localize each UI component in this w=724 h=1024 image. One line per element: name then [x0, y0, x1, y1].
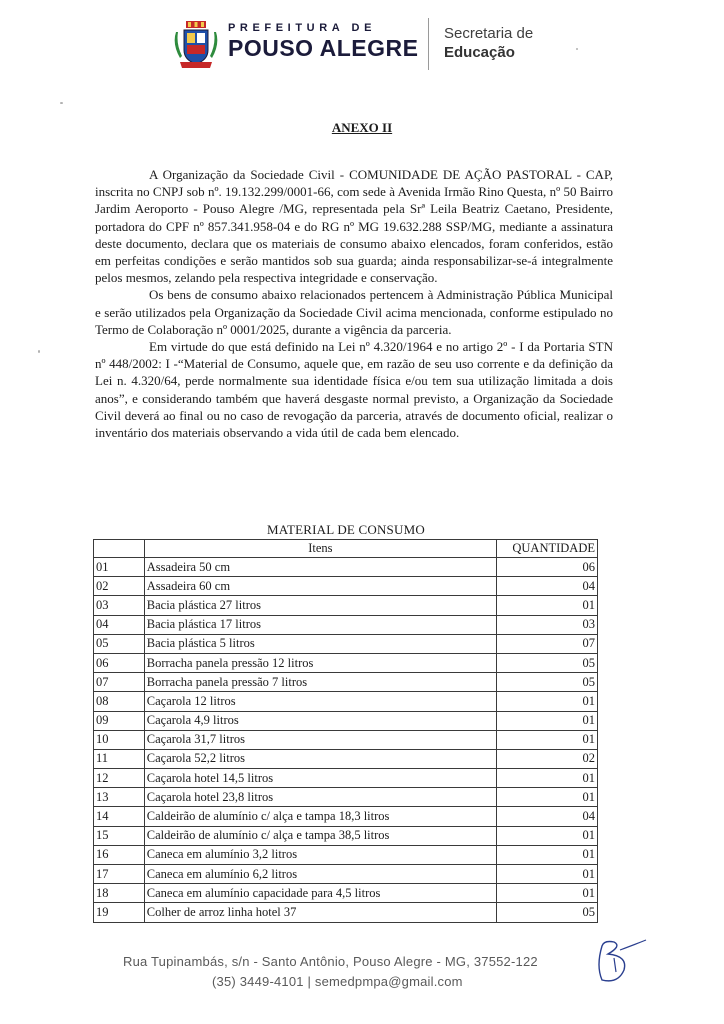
- table-row: [94, 903, 598, 922]
- table-row: [94, 673, 598, 692]
- cell-quantity: 01: [497, 711, 598, 730]
- paragraph-declaration: A Organização da Sociedade Civil - COMUNIDADE DE AÇÃO PASTORAL - CAP, inscrita no CNPJ sob nº. 19.132.299/0001-66, com sede à Avenida Irmão Rino Questa, nº 50 Bairro Jardim Aeroporto - Pouso Alegre /MG, representada pela Srª Leila Beatriz Caetano, Presidente, portadora do CPF nº 857.341.958-04 e do RG nº MG 19.632.288 SSP/MG, mediante a assinatura deste documento, declara que os materiais de consumo abaixo elencados, foram conferidos, estão em perfeitas condições e serão mantidos sob sua guarda; ainda responsabilizar-se-á integralmente pelos mesmos, zelando pela respectiva integridade e conservação.: [95, 167, 613, 286]
- cell-item: Caçarola 52,2 litros: [144, 749, 496, 768]
- secretaria: [444, 24, 533, 62]
- cell-num: 12: [94, 769, 145, 788]
- cell-quantity: 01: [497, 788, 598, 807]
- paragraph-ownership: Os bens de consumo abaixo relacionados pertencem à Administração Pública Municipal e serão utilizados pela Organização da Sociedade Civil acima mencionada, conforme estipulado no Termo de Colaboração nº 0001/2025, durante a vigência da parceria.: [95, 287, 613, 337]
- cell-item: Assadeira 50 cm: [144, 558, 496, 577]
- cell-quantity: 05: [497, 653, 598, 672]
- cell-num: 06: [94, 653, 145, 672]
- paragraph-legal: Em virtude do que está definido na Lei nº 4.320/1964 e no artigo 2º - I da Portaria STN nº 448/2002: I -“Material de Consumo, aquele que, em razão de seu uso corrente e da definição da Lei n. 4.320/64, perde normalmente sua identidade física e/ou tem sua utilização limitada a dois anos”, e considerando também que haverá desgaste normal previsto, a Organização da Sociedade Civil deverá ao final ou no caso de revogação da parceria, através de documento oficial, realizar o inventário dos materiais observando a vida útil de cada bem elencado.: [95, 339, 613, 441]
- cell-num: 08: [94, 692, 145, 711]
- cell-item: Caçarola hotel 23,8 litros: [144, 788, 496, 807]
- cell-item: Bacia plástica 5 litros: [144, 634, 496, 653]
- cell-item: Assadeira 60 cm: [144, 577, 496, 596]
- footer-address: Rua Tupinambás, s/n - Santo Antônio, Pouso Alegre - MG, 37552-122: [123, 954, 538, 969]
- cell-item: Colher de arroz linha hotel 37: [144, 903, 496, 922]
- table-row: [94, 884, 598, 903]
- table-row: [94, 730, 598, 749]
- letterhead: [170, 16, 570, 74]
- cell-num: 04: [94, 615, 145, 634]
- cell-item: Caçarola 31,7 litros: [144, 730, 496, 749]
- table-row: [94, 634, 598, 653]
- scan-speck: [576, 48, 578, 50]
- cell-quantity: 01: [497, 865, 598, 884]
- table-row: [94, 749, 598, 768]
- table-row: [94, 845, 598, 864]
- cell-item: Caçarola 4,9 litros: [144, 711, 496, 730]
- cell-item: Borracha panela pressão 7 litros: [144, 673, 496, 692]
- table-row: [94, 788, 598, 807]
- cell-num: 17: [94, 865, 145, 884]
- table-title: MATERIAL DE CONSUMO: [267, 522, 425, 537]
- cell-quantity: 02: [497, 749, 598, 768]
- table-row: [94, 769, 598, 788]
- cell-item: Caneca em alumínio capacidade para 4,5 litros: [144, 884, 496, 903]
- cell-quantity: 01: [497, 826, 598, 845]
- cell-num: 02: [94, 577, 145, 596]
- document-body: [95, 166, 613, 441]
- cell-item: Caneca em alumínio 3,2 litros: [144, 845, 496, 864]
- brand: [228, 22, 418, 61]
- cell-item: Caldeirão de alumínio c/ alça e tampa 38,5 litros: [144, 826, 496, 845]
- table-row: [94, 711, 598, 730]
- table-row: [94, 615, 598, 634]
- table-header-row: [94, 540, 598, 558]
- cell-num: 16: [94, 845, 145, 864]
- cell-num: 14: [94, 807, 145, 826]
- cell-num: 09: [94, 711, 145, 730]
- footer-contact: (35) 3449-4101 | semedpmpa@gmail.com: [212, 974, 463, 989]
- cell-quantity: 04: [497, 577, 598, 596]
- cell-num: 01: [94, 558, 145, 577]
- cell-quantity: 05: [497, 903, 598, 922]
- cell-num: 19: [94, 903, 145, 922]
- header-items: Itens: [144, 540, 496, 558]
- cell-num: 10: [94, 730, 145, 749]
- cell-quantity: 01: [497, 692, 598, 711]
- signature-initials: [588, 936, 648, 986]
- cell-quantity: 01: [497, 769, 598, 788]
- table-row: [94, 692, 598, 711]
- cell-item: Caçarola hotel 14,5 litros: [144, 769, 496, 788]
- table-body: [94, 558, 598, 923]
- cell-item: Caçarola 12 litros: [144, 692, 496, 711]
- cell-item: Bacia plástica 17 litros: [144, 615, 496, 634]
- scan-speck: [60, 102, 63, 104]
- document-title: ANEXO II: [331, 120, 393, 135]
- brand-name: POUSO ALEGRE: [228, 35, 419, 61]
- cell-item: Caneca em alumínio 6,2 litros: [144, 865, 496, 884]
- cell-quantity: 01: [497, 845, 598, 864]
- scan-speck: [38, 350, 40, 353]
- materials-table: [93, 539, 598, 923]
- cell-num: 13: [94, 788, 145, 807]
- cell-item: Borracha panela pressão 12 litros: [144, 653, 496, 672]
- secretaria-line1: Secretaria de: [444, 25, 534, 42]
- cell-quantity: 05: [497, 673, 598, 692]
- cell-num: 03: [94, 596, 145, 615]
- cell-quantity: 01: [497, 730, 598, 749]
- table-row: [94, 577, 598, 596]
- cell-quantity: 01: [497, 596, 598, 615]
- table-row: [94, 865, 598, 884]
- cell-num: 11: [94, 749, 145, 768]
- coat-of-arms-icon: [174, 20, 218, 72]
- cell-quantity: 01: [497, 884, 598, 903]
- table-row: [94, 807, 598, 826]
- table-row: [94, 826, 598, 845]
- cell-num: 05: [94, 634, 145, 653]
- cell-num: 07: [94, 673, 145, 692]
- table-row: [94, 596, 598, 615]
- cell-item: Caldeirão de alumínio c/ alça e tampa 18,3 litros: [144, 807, 496, 826]
- cell-item: Bacia plástica 27 litros: [144, 596, 496, 615]
- header-divider: [428, 18, 429, 70]
- cell-quantity: 03: [497, 615, 598, 634]
- table-row: [94, 653, 598, 672]
- header-quantity: QUANTIDADE: [497, 540, 598, 558]
- cell-num: 15: [94, 826, 145, 845]
- cell-quantity: 04: [497, 807, 598, 826]
- table-row: [94, 558, 598, 577]
- secretaria-line2: Educação: [444, 44, 515, 61]
- cell-quantity: 06: [497, 558, 598, 577]
- header-num: [94, 540, 145, 558]
- cell-num: 18: [94, 884, 145, 903]
- brand-top: PREFEITURA DE: [228, 22, 377, 34]
- cell-quantity: 07: [497, 634, 598, 653]
